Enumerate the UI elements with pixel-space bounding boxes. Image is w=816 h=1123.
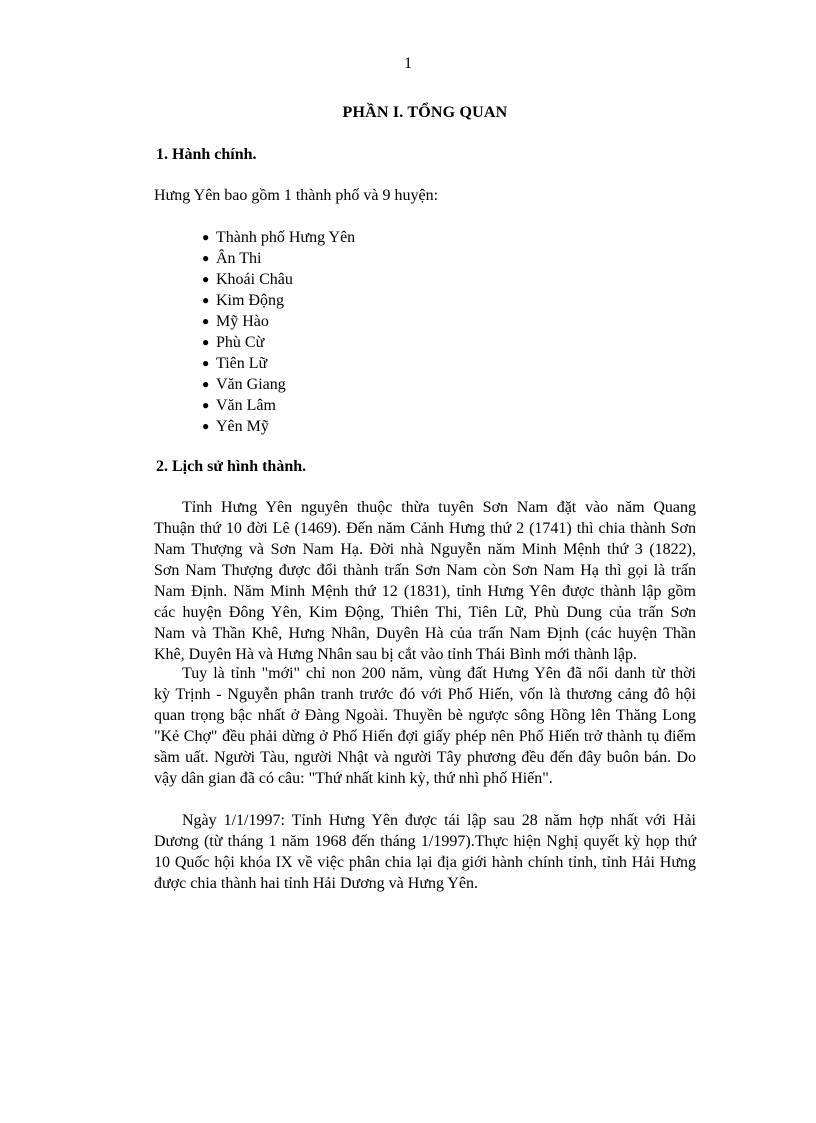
bullet-icon: ● <box>202 377 210 391</box>
history-paragraph-1: Tỉnh Hưng Yên nguyên thuộc thừa tuyên Sơn Nam đặt vào năm Quang Thuận thứ 10 đời Lê (1469). Đến năm Cảnh Hưng thứ 2 (1741) thì chia thành Sơn Nam Thượng và Sơn Nam Hạ. Đời nhà Nguyễn năm Minh Mệnh thứ 3 (1822), Sơn Nam Thượng được đổi thành trấn Sơn Nam còn Sơn Nam Hạ thì gọi là trấn Nam Định. Năm Minh Mệnh thứ 12 (1831), tỉnh Hưng Yên được thành lập gồm các huyện Đông Yên, Kim Động, Thiên Thi, Tiên Lữ, Phù Dung của trấn Sơn Nam và Thần Khê, Hưng Nhân, Duyên Hà của trấn Nam Định (các huyện Thần Khê, Duyên Hà và Hưng Nhân sau bị cắt vào tỉnh Thái Bình mới thành lập. <box>154 499 696 663</box>
bullet-icon: ● <box>202 335 210 349</box>
bullet-icon: ● <box>202 293 210 307</box>
list-item: ● Mỹ Hào <box>202 313 269 330</box>
bullet-icon: ● <box>202 398 210 412</box>
bullet-icon: ● <box>202 356 210 370</box>
list-item: ● Tiên Lữ <box>202 355 268 372</box>
bullet-icon: ● <box>202 230 210 244</box>
list-item: ● Thành phố Hưng Yên <box>202 229 356 246</box>
bullet-icon: ● <box>202 314 210 328</box>
list-item: ● Kim Động <box>202 292 284 309</box>
district-list <box>202 227 355 437</box>
bullet-icon: ● <box>202 251 210 265</box>
list-item: ● Yên Mỹ <box>202 418 269 435</box>
history-paragraph-2: Tuy là tỉnh "mới" chỉ non 200 năm, vùng đất Hưng Yên đã nổi danh từ thời kỳ Trịnh - Nguyễn phân tranh trước đó với Phố Hiến, vốn là thương cảng đô hội quan trọng bậc nhất ở Đàng Ngoài. Thuyền bè ngược sông Hồng lên Thăng Long "Kẻ Chợ" đều phải dừng ở Phố Hiến đợi giấy phép nên Phố Hiến trở thành tụ điểm sầm uất. Người Tàu, người Nhật và người Tây phương đều đến đây buôn bán. Do vậy dân gian đã có câu: "Thứ nhất kinh kỳ, thứ nhì phố Hiến". <box>154 665 696 787</box>
list-item: ● Ân Thi <box>202 250 262 267</box>
section-heading-history: 2. Lịch sử hình thành. <box>156 458 307 475</box>
list-item: ● Văn Giang <box>202 376 286 393</box>
list-item: ● Khoái Châu <box>202 271 293 288</box>
bullet-icon: ● <box>202 419 210 433</box>
bullet-icon: ● <box>202 272 210 286</box>
part-title: PHẦN I. TỔNG QUAN <box>342 104 508 121</box>
history-paragraph-3: Ngày 1/1/1997: Tỉnh Hưng Yên được tái lập sau 28 năm hợp nhất với Hải Dương (từ tháng 1 năm 1968 đến tháng 1/1997).Thực hiện Nghị quyết kỳ họp thứ 10 Quốc hội khóa IX về việc phân chia lại địa giới hành chính tỉnh, tỉnh Hải Hưng được chia thành hai tỉnh Hải Dương và Hưng Yên. <box>154 812 696 892</box>
page-number: 1 <box>404 55 412 72</box>
districts-intro: Hưng Yên bao gồm 1 thành phố và 9 huyện: <box>154 187 439 204</box>
section-heading-administration: 1. Hành chính. <box>156 146 257 163</box>
list-item: ● Văn Lâm <box>202 397 276 414</box>
list-item: ● Phù Cừ <box>202 334 265 351</box>
